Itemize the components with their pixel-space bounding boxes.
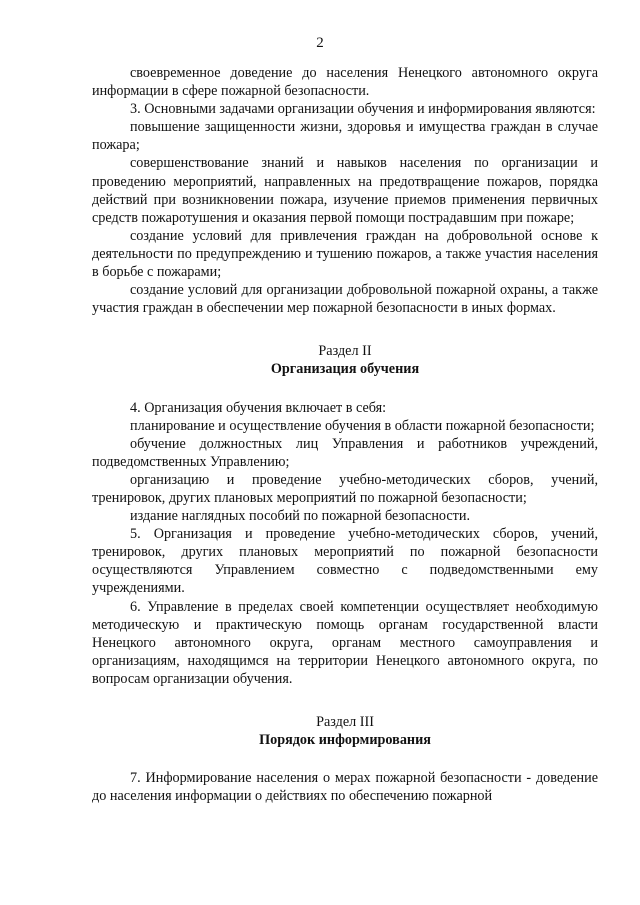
paragraph: 5. Организация и проведение учебно-методических сборов, учений, тренировок, других плановых мероприятий по пожарной безопасности осуществляются Управлением совместно с подведомственными ему учреждениями. <box>92 526 598 597</box>
paragraph: 6. Управление в пределах своей компетенции осуществляет необходимую методическую и практическую помощь органам государственной власти Ненецкого автономного округа, органам местного самоуправления и организациям, находящимся на территории Ненецкого автономного округа, по вопросам организации обучения. <box>92 598 598 687</box>
paragraph: создание условий для организации добровольной пожарной охраны, а также участия граждан в обеспечении мер пожарной безопасности в иных формах. <box>92 282 598 317</box>
paragraph: 3. Основными задачами организации обучения и информирования являются: <box>130 101 596 118</box>
document-body <box>92 64 598 805</box>
paragraph: обучение должностных лиц Управления и работников учреждений, подведомственных Управлению; <box>92 435 598 470</box>
paragraph: планирование и осуществление обучения в области пожарной безопасности; <box>130 417 595 434</box>
section-label: Раздел III <box>316 714 374 730</box>
paragraph: совершенствование знаний и навыков населения по организации и проведению мероприятий, направленных на предотвращение пожаров, порядка действий при возникновении пожара, изучение приемов применения первичных средств пожаротушения и оказания первой помощи пострадавшим при пожаре; <box>92 155 598 226</box>
paragraph: 4. Организация обучения включает в себя: <box>130 399 387 416</box>
section-label: Раздел II <box>318 343 372 360</box>
section-title: Порядок информирования <box>259 732 431 749</box>
paragraph: создание условий для привлечения граждан на добровольной основе к деятельности по предупреждению и тушению пожаров, а также участия населения в борьбе с пожарами; <box>92 227 598 281</box>
section-title: Организация обучения <box>270 361 420 378</box>
paragraph: своевременное доведение до населения Ненецкого автономного округа информации в сфере пожарной безопасности. <box>92 65 598 100</box>
paragraph: 7. Информирование населения о мерах пожарной безопасности - доведение до населения информации о действиях по обеспечению пожарной <box>92 770 598 805</box>
paragraph: организацию и проведение учебно-методических сборов, учений, тренировок, других плановых мероприятий по пожарной безопасности; <box>92 471 598 506</box>
paragraph: издание наглядных пособий по пожарной безопасности. <box>130 508 471 525</box>
page-number: 2 <box>316 35 324 51</box>
paragraph: повышение защищенности жизни, здоровья и имущества граждан в случае пожара; <box>92 119 598 154</box>
